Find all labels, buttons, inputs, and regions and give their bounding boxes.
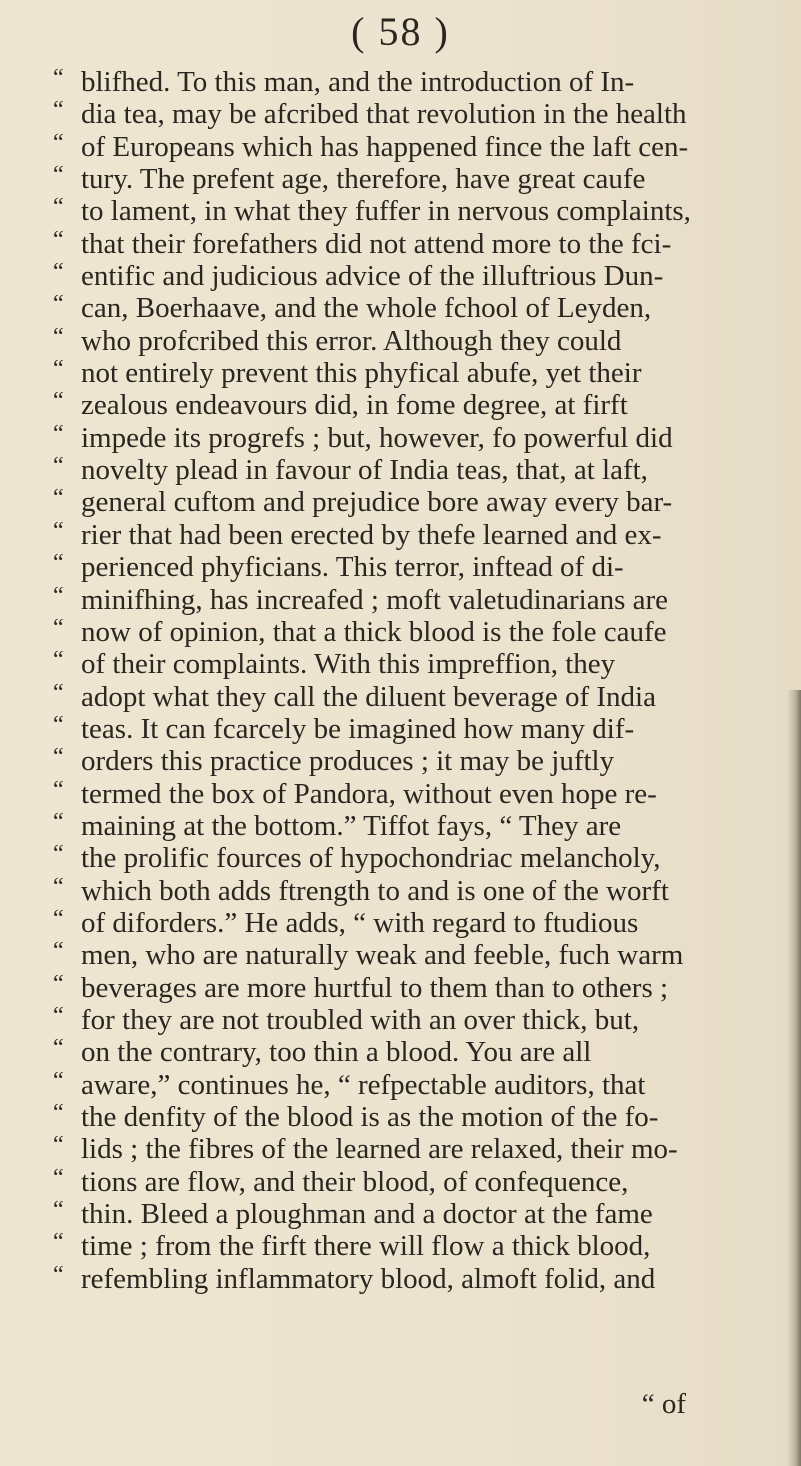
- text-line: [53, 778, 798, 810]
- text-line: [53, 1166, 798, 1198]
- text-line: [53, 551, 798, 583]
- line-text: thin. Bleed a ploughman and a doctor at the fame: [81, 1198, 653, 1231]
- line-text: novelty plead in favour of India teas, that, at laft,: [81, 454, 648, 487]
- line-text: the prolific fources of hypochondriac melancholy,: [81, 842, 661, 875]
- text-line: [53, 66, 798, 98]
- line-text: to lament, in what they fuffer in nervous complaints,: [81, 195, 691, 228]
- page-number: ( 58 ): [351, 9, 450, 54]
- quote-mark: “: [53, 582, 64, 609]
- body-text: [53, 66, 798, 1295]
- text-line: [53, 810, 798, 842]
- quote-mark: “: [53, 1067, 64, 1094]
- text-line: [53, 131, 798, 163]
- line-text: men, who are naturally weak and feeble, fuch warm: [81, 939, 684, 972]
- line-text: impede its progrefs ; but, however, fo powerful did: [81, 421, 673, 454]
- quote-mark: “: [53, 291, 64, 318]
- line-text: can, Boerhaave, and the whole fchool of Leyden,: [81, 292, 652, 325]
- text-line: [53, 260, 798, 292]
- line-text: maining at the bottom.” Tiffot fays, “ They are: [81, 809, 622, 842]
- quote-mark: “: [53, 388, 64, 415]
- line-text: lids ; the fibres of the learned are relaxed, their mo-: [81, 1133, 678, 1166]
- quote-mark: “: [53, 1002, 64, 1029]
- quote-mark: “: [53, 711, 64, 738]
- text-line: [53, 907, 798, 939]
- text-line: [53, 681, 798, 713]
- line-text: now of opinion, that a thick blood is the fole caufe: [81, 615, 667, 648]
- line-text: perienced phyficians. This terror, inftead of di-: [81, 551, 624, 584]
- quote-mark: “: [53, 420, 64, 447]
- quote-mark: “: [53, 776, 64, 803]
- text-line: [53, 648, 798, 680]
- quote-mark: “: [53, 679, 64, 706]
- text-line: [53, 1036, 798, 1068]
- quote-mark: “: [53, 744, 64, 771]
- text-line: [53, 713, 798, 745]
- quote-mark: “: [53, 129, 64, 156]
- text-line: [53, 584, 798, 616]
- text-line: [53, 745, 798, 777]
- text-line: [53, 1133, 798, 1165]
- text-line: [53, 357, 798, 389]
- line-text: which both adds ftrength to and is one of the worft: [81, 874, 669, 907]
- text-line: [53, 228, 798, 260]
- line-text: not entirely prevent this phyfical abufe, yet their: [81, 357, 642, 390]
- quote-mark: “: [53, 65, 64, 91]
- quote-mark: “: [53, 1197, 64, 1224]
- quote-mark: “: [53, 647, 64, 674]
- text-line: [53, 1198, 798, 1230]
- line-text: minifhing, has increafed ; moft valetudinarians are: [81, 583, 669, 616]
- line-text: that their forefathers did not attend more to the fci-: [81, 227, 672, 260]
- text-line: [53, 1263, 798, 1295]
- line-text: teas. It can fcarcely be imagined how many dif-: [81, 712, 635, 745]
- line-text: for they are not troubled with an over thick, but,: [81, 1003, 640, 1036]
- text-line: [53, 1101, 798, 1133]
- quote-mark: “: [53, 194, 64, 221]
- quote-mark: “: [53, 1261, 64, 1288]
- quote-mark: “: [53, 485, 64, 512]
- text-line: [53, 163, 798, 195]
- quote-mark: “: [53, 162, 64, 189]
- text-line: [53, 842, 798, 874]
- line-text: blifhed. To this man, and the introduction of In-: [81, 66, 635, 98]
- line-text: who profcribed this error. Although they could: [81, 324, 622, 357]
- text-line: [53, 616, 798, 648]
- line-text: tury. The prefent age, therefore, have great caufe: [81, 163, 646, 196]
- line-text: orders this practice produces ; it may be juftly: [81, 745, 615, 778]
- line-text: adopt what they call the diluent beverage of India: [81, 680, 656, 713]
- quote-mark: “: [53, 938, 64, 965]
- line-text: refembling inflammatory blood, almoft folid, and: [81, 1262, 656, 1295]
- text-line: [53, 422, 798, 454]
- line-text: tions are flow, and their blood, of confequence,: [81, 1165, 629, 1198]
- catchword: “ of: [641, 1388, 686, 1420]
- line-text: dia tea, may be afcribed that revolution in the health: [81, 98, 687, 131]
- text-line: [53, 325, 798, 357]
- line-text: rier that had been erected by thefe learned and ex-: [81, 518, 662, 551]
- quote-mark: “: [53, 517, 64, 544]
- line-text: of their complaints. With this impreffion, they: [81, 648, 616, 681]
- line-text: aware,” continues he, “ refpectable auditors, that: [81, 1068, 646, 1101]
- line-text: zealous endeavours did, in fome degree, at firft: [81, 389, 628, 422]
- text-line: [53, 98, 798, 130]
- quote-mark: “: [53, 614, 64, 641]
- line-text: termed the box of Pandora, without even hope re-: [81, 777, 657, 810]
- text-line: [53, 875, 798, 907]
- quote-mark: “: [53, 323, 64, 350]
- text-line: [53, 519, 798, 551]
- line-text: general cuftom and prejudice bore away every bar-: [81, 486, 673, 519]
- text-line: [53, 972, 798, 1004]
- line-text: the denfity of the blood is as the motion of the fo-: [81, 1101, 659, 1133]
- line-text: on the contrary, too thin a blood. You are all: [81, 1036, 592, 1069]
- quote-mark: “: [53, 970, 64, 997]
- quote-mark: “: [53, 97, 64, 124]
- text-line: [53, 195, 798, 227]
- quote-mark: “: [53, 1229, 64, 1256]
- quote-mark: “: [53, 453, 64, 480]
- quote-mark: “: [53, 550, 64, 577]
- line-text: of Europeans which has happened fince the laft cen-: [81, 130, 689, 163]
- line-text: of diforders.” He adds, “ with regard to ftudious: [81, 906, 639, 939]
- text-line: [53, 292, 798, 324]
- quote-mark: “: [53, 1035, 64, 1062]
- quote-mark: “: [53, 808, 64, 835]
- text-line: [53, 939, 798, 971]
- text-line: [53, 1230, 798, 1262]
- text-line: [53, 389, 798, 421]
- text-line: [53, 1004, 798, 1036]
- quote-mark: “: [53, 841, 64, 868]
- quote-mark: “: [53, 226, 64, 253]
- quote-mark: “: [53, 1100, 64, 1126]
- quote-mark: “: [53, 356, 64, 383]
- quote-mark: “: [53, 1164, 64, 1191]
- text-line: [53, 454, 798, 486]
- line-text: beverages are more hurtful to them than to others ;: [81, 971, 669, 1004]
- quote-mark: “: [53, 905, 64, 932]
- quote-mark: “: [53, 259, 64, 286]
- text-line: [53, 486, 798, 518]
- quote-mark: “: [53, 873, 64, 900]
- line-text: time ; from the firft there will flow a thick blood,: [81, 1230, 651, 1263]
- quote-mark: “: [53, 1132, 64, 1159]
- text-line: [53, 1069, 798, 1101]
- line-text: entific and judicious advice of the illuftrious Dun-: [81, 260, 664, 293]
